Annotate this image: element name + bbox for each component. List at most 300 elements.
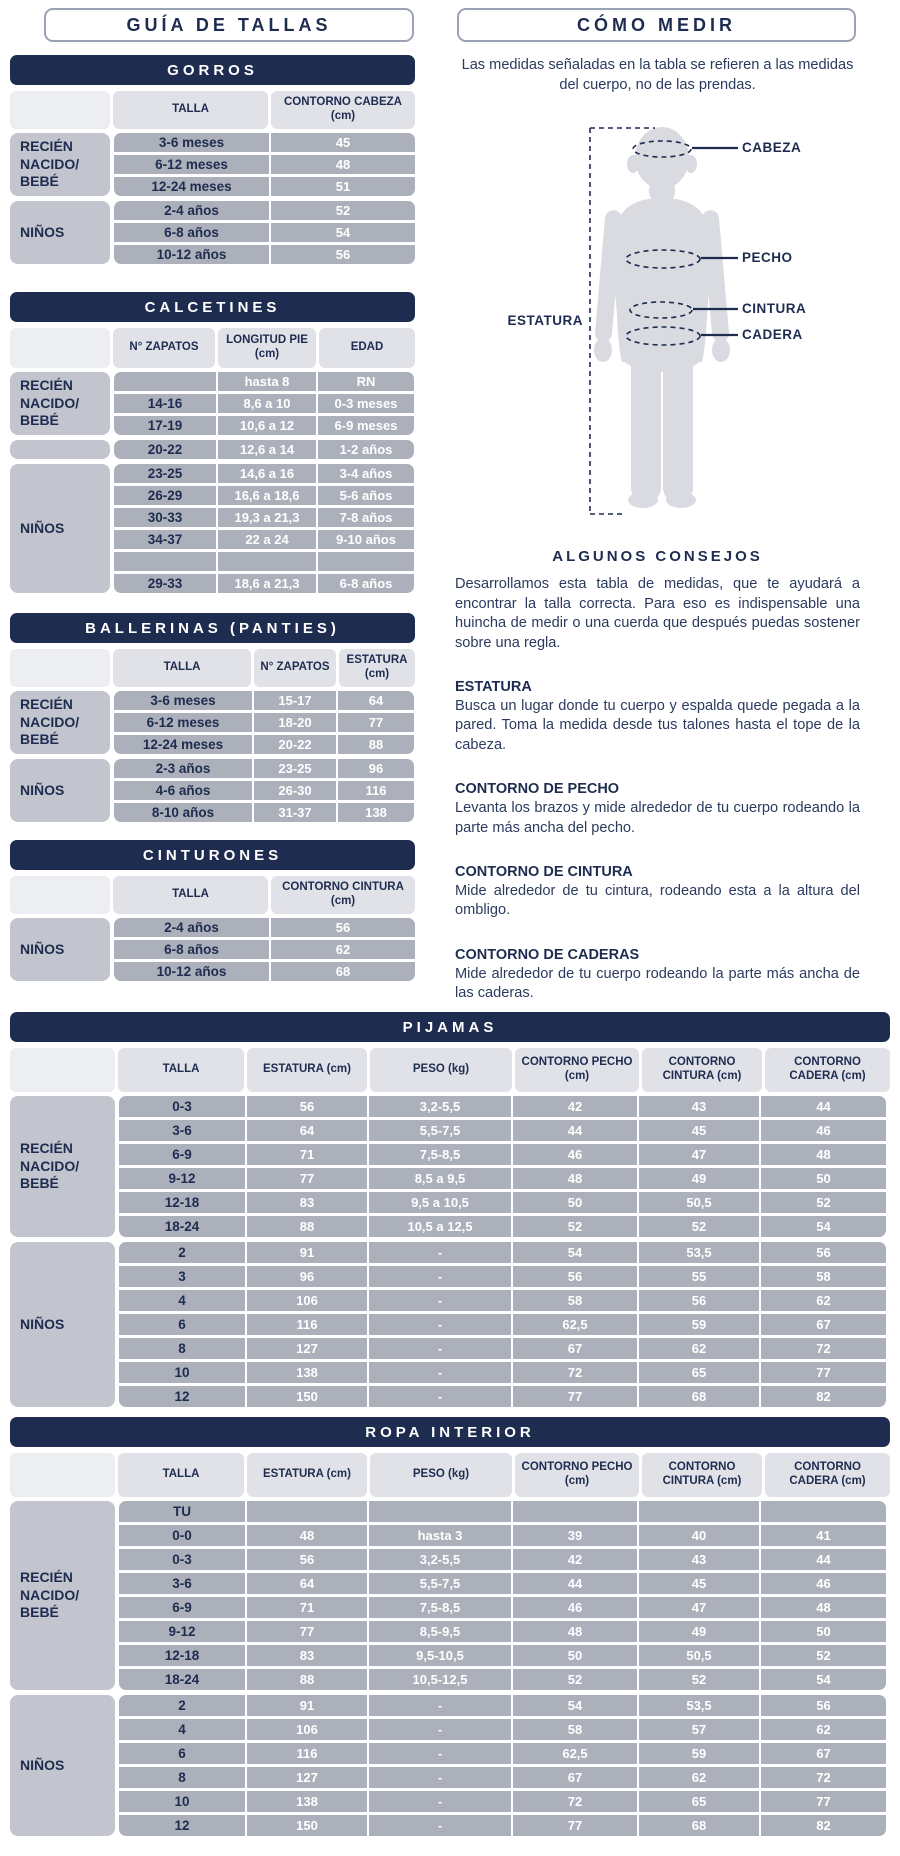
cell [114, 552, 216, 571]
table-row [114, 735, 414, 754]
table-row [114, 394, 414, 413]
table-row [114, 918, 415, 937]
cell: 116 [247, 1743, 367, 1764]
table-row [114, 486, 414, 505]
cell: - [369, 1290, 511, 1311]
cell: 8,5-9,5 [369, 1621, 511, 1642]
cell: 6-8 años [114, 223, 269, 242]
column-header: ESTATURA (cm) [339, 649, 415, 687]
table-row [114, 245, 415, 264]
cell: 55 [639, 1266, 759, 1287]
cell: 83 [247, 1192, 367, 1213]
column-header: CONTORNO CADERA (cm) [765, 1453, 890, 1497]
cell: 77 [761, 1362, 886, 1383]
cell: 56 [513, 1266, 637, 1287]
cell: 4 [119, 1719, 245, 1740]
table-group [10, 440, 415, 459]
header-lead-cell [10, 649, 110, 687]
cell: 67 [513, 1338, 637, 1359]
cell: 22 a 24 [218, 530, 316, 549]
cell: 56 [247, 1549, 367, 1570]
header-lead-cell [10, 876, 110, 914]
table-row [119, 1120, 886, 1141]
cell: 0-3 [119, 1549, 245, 1570]
cell: 42 [513, 1096, 637, 1117]
cell: 44 [513, 1120, 637, 1141]
cell: 52 [761, 1192, 886, 1213]
table-cinturones [10, 840, 415, 981]
cell: 2 [119, 1242, 245, 1263]
group-label: RECIÉN NACIDO/ BEBÉ [10, 1096, 115, 1237]
top-area [10, 8, 890, 1012]
cell: 20-22 [114, 440, 216, 459]
cell: 3 [119, 1266, 245, 1287]
cell: 2-4 años [114, 918, 269, 937]
table-row [114, 574, 414, 593]
consejos-text: Desarrollamos esta tabla de medidas, que te ayudará a encontrar la talla correcta. Para eso es indispensable una huincha de medir o una cuerda que después puedas sostener sobre una regla. [455, 576, 860, 651]
header-lead-cell [10, 328, 110, 368]
group-label: RECIÉN NACIDO/ BEBÉ [10, 372, 110, 435]
cell: 18-24 [119, 1216, 245, 1237]
cell [761, 1501, 886, 1522]
cell: 10,5 a 12,5 [369, 1216, 511, 1237]
section-text: Levanta los brazos y mide alrededor de tu cuerpo rodeando la parte más ancha del pecho. [455, 800, 860, 836]
cell: 52 [513, 1216, 637, 1237]
cell: 6-9 [119, 1597, 245, 1618]
cell: 9,5 a 10,5 [369, 1192, 511, 1213]
cell: 50,5 [639, 1645, 759, 1666]
cell: - [369, 1338, 511, 1359]
consejos-title: ALGUNOS CONSEJOS [552, 548, 763, 566]
rows-block [114, 440, 414, 459]
cell: 52 [271, 201, 415, 220]
cell: - [369, 1791, 511, 1812]
cell: 50,5 [639, 1192, 759, 1213]
rows-block [119, 1096, 886, 1237]
section-text: Mide alrededor de tu cintura, rodeando esta a la altura del ombligo. [455, 883, 860, 919]
cell: 12,6 a 14 [218, 440, 316, 459]
table-row [119, 1192, 886, 1213]
table-row [114, 177, 415, 196]
cell: 88 [247, 1669, 367, 1690]
table-row [119, 1216, 886, 1237]
cell: 1-2 años [318, 440, 414, 459]
rows-block [114, 372, 414, 435]
cell: 72 [513, 1362, 637, 1383]
cell: 12-18 [119, 1192, 245, 1213]
cell: 72 [761, 1767, 886, 1788]
cell: 10,6 a 12 [218, 416, 316, 435]
group-label: NIÑOS [10, 759, 110, 822]
column-header: TALLA [113, 876, 268, 914]
header-row [10, 1048, 890, 1092]
header-lead-cell [10, 91, 110, 129]
cell: 46 [761, 1120, 886, 1141]
table-row [114, 962, 415, 981]
table-row [119, 1501, 886, 1522]
cell: 150 [247, 1386, 367, 1407]
table-row [119, 1767, 886, 1788]
table-row [119, 1525, 886, 1546]
column-header: CONTORNO PECHO (cm) [515, 1048, 639, 1092]
table-row [119, 1362, 886, 1383]
cell: 127 [247, 1767, 367, 1788]
cell: 58 [513, 1719, 637, 1740]
cell: 0-0 [119, 1525, 245, 1546]
cell: 17-19 [114, 416, 216, 435]
cell: 3-6 [119, 1120, 245, 1141]
cell: 48 [513, 1621, 637, 1642]
how-to-measure-column [455, 8, 860, 1004]
table-row [114, 781, 414, 800]
cell: 138 [247, 1791, 367, 1812]
section-title: CONTORNO DE CINTURA [455, 864, 633, 881]
cell: 50 [761, 1621, 886, 1642]
column-header: LONGITUD PIE (cm) [218, 328, 316, 368]
cell: 45 [639, 1120, 759, 1141]
cell: - [369, 1314, 511, 1335]
column-header: EDAD [319, 328, 415, 368]
table-title: GORROS [10, 55, 415, 85]
section-text: Mide alrededor de tu cuerpo rodeando la parte más ancha de las caderas. [455, 965, 860, 1002]
size-tables-column [10, 8, 415, 986]
cell: 7-8 años [318, 508, 414, 527]
table-row [114, 201, 415, 220]
cell: 40 [639, 1525, 759, 1546]
cell: 48 [761, 1144, 886, 1165]
cell: 96 [338, 759, 414, 778]
cell: 12 [119, 1386, 245, 1407]
cell: 2-4 años [114, 201, 269, 220]
column-header: CONTORNO CABEZA (cm) [271, 91, 415, 129]
table-row [119, 1791, 886, 1812]
cell: 116 [247, 1314, 367, 1335]
cell: 46 [513, 1144, 637, 1165]
header-lead-cell [10, 1453, 115, 1497]
section-title: CONTORNO DE CADERAS [455, 946, 640, 963]
como-medir-title-text: CÓMO MEDIR [577, 14, 736, 35]
header-row [10, 876, 415, 914]
cell: 12-24 meses [114, 177, 269, 196]
table-row [119, 1669, 886, 1690]
cell: - [369, 1743, 511, 1764]
cell [369, 1501, 511, 1522]
cell: 18,6 a 21,3 [218, 574, 316, 593]
group-label: NIÑOS [10, 1695, 115, 1836]
rows-block [114, 464, 414, 593]
cell: TU [119, 1501, 245, 1522]
cell: 77 [513, 1386, 637, 1407]
table-row [114, 691, 414, 710]
table-row [119, 1290, 886, 1311]
section-title: ESTATURA [455, 679, 532, 695]
table-group [10, 918, 415, 981]
cell: hasta 3 [369, 1525, 511, 1546]
cell: 14,6 a 16 [218, 464, 316, 483]
section-text: Busca un lugar donde tu cuerpo y espalda quede pegada a la pared. Toma la medida desde tus talones hasta el tope de la cabeza. [455, 698, 860, 753]
cell: 71 [247, 1597, 367, 1618]
rows-block [114, 759, 414, 822]
table-gorros [10, 55, 415, 264]
table-row [119, 1573, 886, 1594]
cell: 83 [247, 1645, 367, 1666]
cell: 44 [761, 1549, 886, 1570]
cell: 68 [639, 1815, 759, 1836]
cell: 34-37 [114, 530, 216, 549]
table-group [10, 1695, 890, 1836]
cell: 8,6 a 10 [218, 394, 316, 413]
table-group [10, 372, 415, 435]
label-pecho: PECHO [742, 250, 793, 266]
cell: 56 [761, 1242, 886, 1263]
cell: 29-33 [114, 574, 216, 593]
cell: 44 [513, 1573, 637, 1594]
cell: 48 [271, 155, 415, 174]
column-header: CONTORNO PECHO (cm) [515, 1453, 639, 1497]
cell: 77 [338, 713, 414, 732]
column-header: PESO (kg) [370, 1048, 512, 1092]
cell: 72 [761, 1338, 886, 1359]
cell: 43 [639, 1549, 759, 1570]
cell: 138 [338, 803, 414, 822]
cell: 54 [271, 223, 415, 242]
table-row [114, 464, 414, 483]
section-contorno-caderas [455, 947, 860, 1004]
table-title: BALLERINAS (PANTIES) [10, 613, 415, 643]
cell: 42 [513, 1549, 637, 1570]
measure-intro-text: Las medidas señaladas en la tabla se refieren a las medidas del cuerpo, no de las prendas. [461, 57, 854, 93]
cell: 67 [513, 1767, 637, 1788]
cell [218, 552, 316, 571]
cell: 50 [761, 1168, 886, 1189]
cell: 51 [271, 177, 415, 196]
cell: 77 [761, 1791, 886, 1812]
rows-block [114, 918, 415, 981]
column-header: CONTORNO CINTURA (cm) [642, 1453, 762, 1497]
cell: 4-6 años [114, 781, 252, 800]
cell: 45 [271, 133, 415, 152]
cell: hasta 8 [218, 372, 316, 391]
cell: 3-4 años [318, 464, 414, 483]
cell: 64 [247, 1120, 367, 1141]
table-row [114, 416, 414, 435]
rows-block [114, 201, 415, 264]
table-row [114, 940, 415, 959]
cell: 8-10 años [114, 803, 252, 822]
table-row [114, 440, 414, 459]
cell: 12 [119, 1815, 245, 1836]
cell: 8,5 a 9,5 [369, 1168, 511, 1189]
cell [247, 1501, 367, 1522]
label-cabeza: CABEZA [742, 140, 802, 156]
cell: 10,5-12,5 [369, 1669, 511, 1690]
cell: 106 [247, 1290, 367, 1311]
cell: 62 [761, 1719, 886, 1740]
cell: 62 [271, 940, 415, 959]
cell: 5-6 años [318, 486, 414, 505]
cell: 65 [639, 1791, 759, 1812]
group-label: RECIÉN NACIDO/ BEBÉ [10, 691, 110, 754]
cell: - [369, 1362, 511, 1383]
group-label: NIÑOS [10, 1242, 115, 1407]
table-title: PIJAMAS [10, 1012, 890, 1042]
cell: 2 [119, 1695, 245, 1716]
cell: 48 [513, 1168, 637, 1189]
cell: 5,5-7,5 [369, 1573, 511, 1594]
cell: - [369, 1767, 511, 1788]
cell: 30-33 [114, 508, 216, 527]
cell: 116 [338, 781, 414, 800]
table-row [114, 803, 414, 822]
cell: 67 [761, 1743, 886, 1764]
como-medir-title [457, 8, 856, 42]
cell: 9,5-10,5 [369, 1645, 511, 1666]
column-header: N° ZAPATOS [254, 649, 336, 687]
header-row [10, 1453, 890, 1497]
cell: 12-24 meses [114, 735, 252, 754]
cell: - [369, 1242, 511, 1263]
cell: 53,5 [639, 1242, 759, 1263]
cell: 47 [639, 1597, 759, 1618]
cell: 88 [247, 1216, 367, 1237]
cell: 82 [761, 1386, 886, 1407]
cell: 91 [247, 1695, 367, 1716]
cell: 91 [247, 1242, 367, 1263]
cell: 82 [761, 1815, 886, 1836]
table-row [119, 1621, 886, 1642]
cell: 56 [247, 1096, 367, 1117]
cell [513, 1501, 637, 1522]
header-row [10, 91, 415, 129]
cell [114, 372, 216, 391]
column-header: ESTATURA (cm) [247, 1453, 367, 1497]
cell: 88 [338, 735, 414, 754]
table-row [114, 530, 414, 549]
table-group [10, 464, 415, 593]
cell: 2-3 años [114, 759, 252, 778]
section-contorno-cintura [455, 864, 860, 921]
cell: 77 [247, 1621, 367, 1642]
table-row [119, 1314, 886, 1335]
cell: 46 [761, 1573, 886, 1594]
rows-block [114, 133, 415, 196]
cell: 62 [761, 1290, 886, 1311]
cell: 7,5-8,5 [369, 1597, 511, 1618]
label-cadera: CADERA [742, 327, 803, 343]
cell: 18-24 [119, 1669, 245, 1690]
group-label: NIÑOS [10, 464, 110, 593]
page-title [44, 8, 414, 42]
cell: 18-20 [254, 713, 336, 732]
cell: 19,3 a 21,3 [218, 508, 316, 527]
cell: - [369, 1266, 511, 1287]
cell: 9-12 [119, 1168, 245, 1189]
cell: 62 [639, 1338, 759, 1359]
table-group [10, 1242, 890, 1407]
column-header: ESTATURA (cm) [247, 1048, 367, 1092]
cell: 0-3 meses [318, 394, 414, 413]
table-row [119, 1549, 886, 1570]
column-header: CONTORNO CADERA (cm) [765, 1048, 890, 1092]
table-pijamas [10, 1012, 890, 1407]
group-label [10, 440, 110, 459]
table-ballerinas [10, 613, 415, 822]
header-lead-cell [10, 1048, 115, 1092]
cell: 10 [119, 1362, 245, 1383]
table-row [114, 508, 414, 527]
section-title: CONTORNO DE PECHO [455, 781, 620, 798]
cell: 3-6 meses [114, 133, 269, 152]
cell: 59 [639, 1743, 759, 1764]
cell: 15-17 [254, 691, 336, 710]
cell: 16,6 a 18,6 [218, 486, 316, 505]
cell: RN [318, 372, 414, 391]
cell: 0-3 [119, 1096, 245, 1117]
cell: 150 [247, 1815, 367, 1836]
cell: 6-9 meses [318, 416, 414, 435]
table-row [119, 1386, 886, 1407]
table-row [114, 223, 415, 242]
cell: 62,5 [513, 1314, 637, 1335]
table-title: ROPA INTERIOR [10, 1417, 890, 1447]
cell: 77 [247, 1168, 367, 1189]
cell: - [369, 1695, 511, 1716]
cell: 6 [119, 1314, 245, 1335]
table-title: CINTURONES [10, 840, 415, 870]
group-label: NIÑOS [10, 918, 110, 981]
cell: 31-37 [254, 803, 336, 822]
cell: 58 [761, 1266, 886, 1287]
cell: 49 [639, 1621, 759, 1642]
cell: 23-25 [254, 759, 336, 778]
cell: 52 [513, 1669, 637, 1690]
cell: 7,5-8,5 [369, 1144, 511, 1165]
table-row [114, 372, 414, 391]
header-row [10, 649, 415, 687]
column-header: TALLA [113, 649, 251, 687]
table-title: CALCETINES [10, 292, 415, 322]
table-row [119, 1144, 886, 1165]
cell: 10-12 años [114, 245, 269, 264]
cell: 56 [639, 1290, 759, 1311]
cell: 47 [639, 1144, 759, 1165]
cell: 54 [761, 1216, 886, 1237]
cell: 62 [639, 1767, 759, 1788]
cell: 52 [639, 1216, 759, 1237]
cell: 64 [338, 691, 414, 710]
group-label: RECIÉN NACIDO/ BEBÉ [10, 133, 110, 196]
table-row [119, 1266, 886, 1287]
cell: 56 [761, 1695, 886, 1716]
column-header: TALLA [118, 1048, 244, 1092]
cell: 10 [119, 1791, 245, 1812]
table-group [10, 1501, 890, 1690]
column-header: CONTORNO CINTURA (cm) [271, 876, 415, 914]
cell: 50 [513, 1645, 637, 1666]
cell [639, 1501, 759, 1522]
cell: 45 [639, 1573, 759, 1594]
table-calcetines [10, 292, 415, 593]
column-header: N° ZAPATOS [113, 328, 215, 368]
table-row [119, 1743, 886, 1764]
cell: 41 [761, 1525, 886, 1546]
cell: 138 [247, 1362, 367, 1383]
table-row [119, 1695, 886, 1716]
cell: 56 [271, 918, 415, 937]
cell: 3,2-5,5 [369, 1096, 511, 1117]
section-contorno-pecho [455, 781, 860, 838]
cell: 68 [271, 962, 415, 981]
